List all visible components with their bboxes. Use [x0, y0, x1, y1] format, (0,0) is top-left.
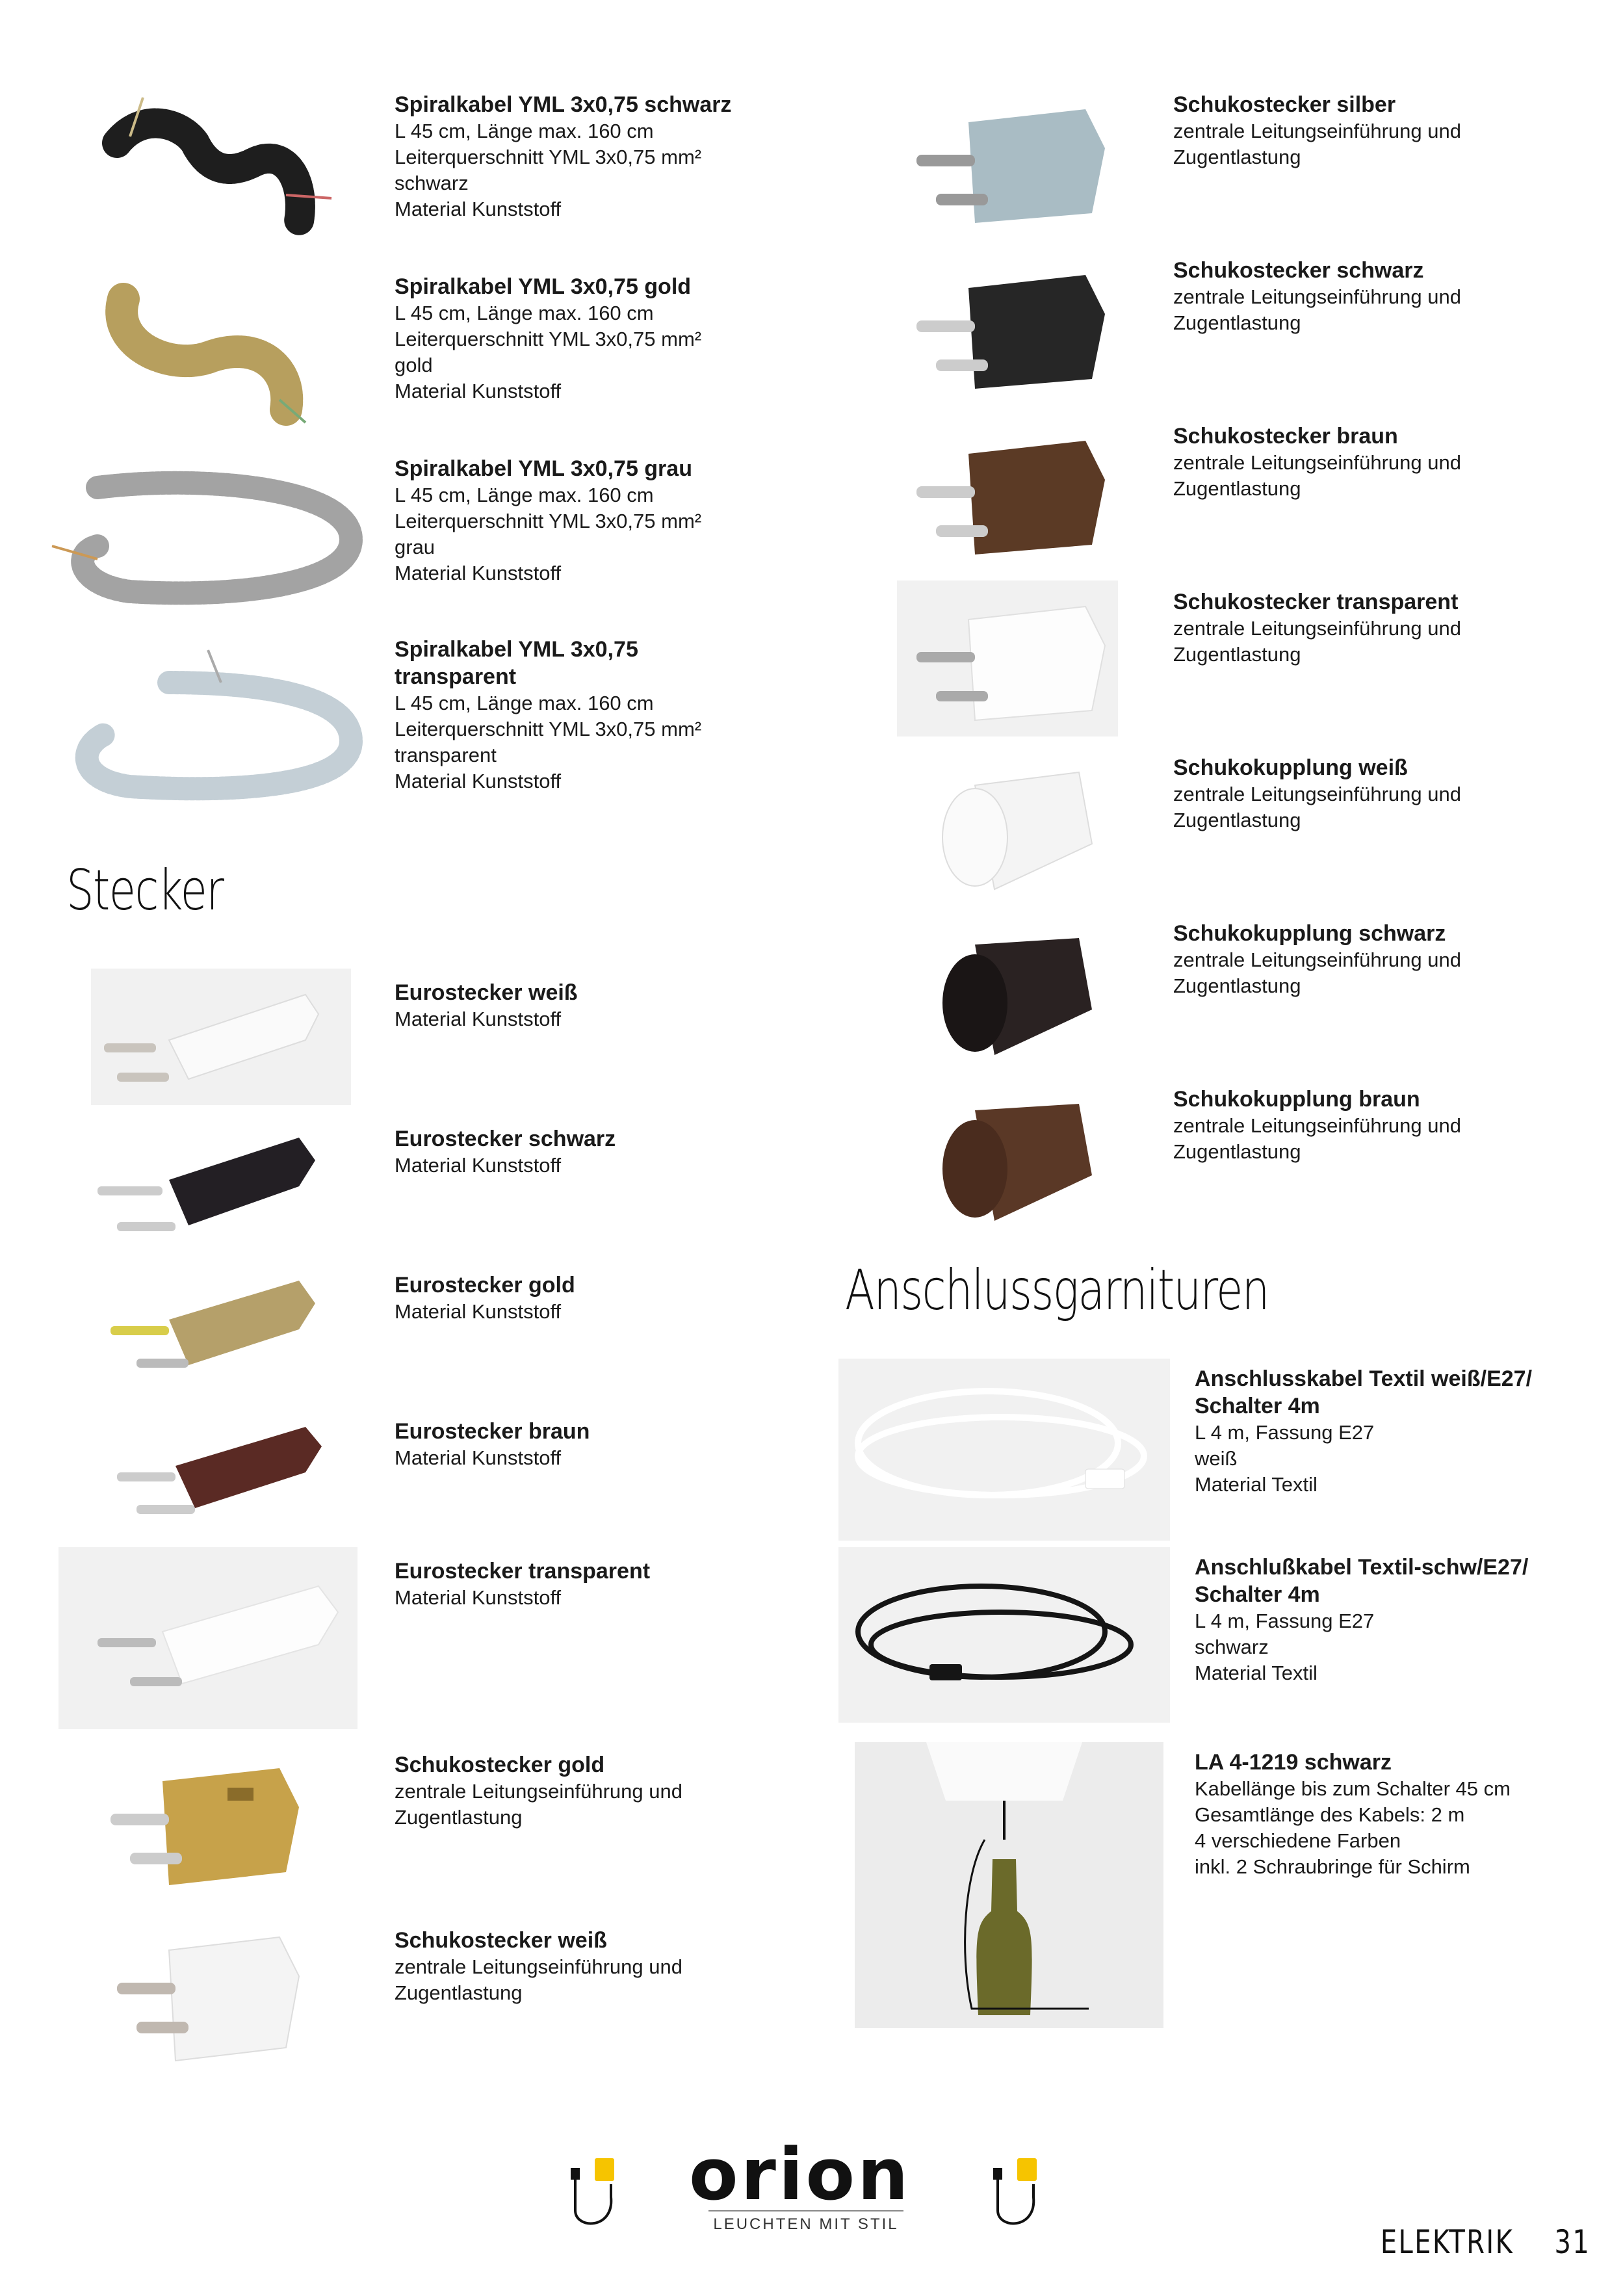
product-detail: 4 verschiedene Farben [1195, 1829, 1401, 1852]
black-coiled-cable-image [91, 85, 338, 254]
product-detail: Material Kunststoff [395, 1300, 562, 1323]
product-euro-black [0, 1115, 780, 1258]
product-detail: weiß [1195, 1447, 1238, 1470]
product-schuko-brown [845, 410, 1612, 572]
product-name: Schukokupplung braun [1173, 1087, 1420, 1112]
product-anschlusskabel-white [838, 1359, 1612, 1547]
silver-schuko-plug-image [897, 83, 1118, 239]
product-detail: Leiterquerschnitt YML 3x0,75 mm² [395, 328, 702, 350]
product-schuko-silver [845, 78, 1612, 241]
product-detail: Zugentlastung [1173, 974, 1301, 997]
transparent-schuko-plug-image [897, 581, 1118, 737]
product-name: Anschlusskabel Textil weiß/E27/ Schalter 4m [1195, 1366, 1533, 1418]
logo-tagline: LEUCHTEN MIT STIL [708, 2210, 903, 2234]
product-spiral-transparent [0, 624, 780, 832]
brown-euro-plug-image [97, 1407, 344, 1537]
product-detail: Zugentlastung [1173, 311, 1301, 334]
product-detail: inkl. 2 Schraubringe für Schirm [1195, 1855, 1470, 1878]
brown-schuko-coupler-image [897, 1078, 1118, 1234]
product-detail: zentrale Leitungseinführung und [1173, 1114, 1461, 1137]
transparent-euro-plug-image [58, 1547, 357, 1729]
product-schuko-gold [0, 1736, 780, 1911]
product-coupler-black [845, 907, 1612, 1069]
plug-icon-right [988, 2158, 1046, 2236]
gold-euro-plug-image [84, 1261, 344, 1398]
product-schuko-black [845, 244, 1612, 406]
product-detail: schwarz [1195, 1636, 1269, 1658]
brown-schuko-plug-image [897, 415, 1118, 571]
product-detail: zentrale Leitungseinführung und [395, 1955, 682, 1978]
page-footer-label [1381, 2223, 1591, 2261]
section-heading-stecker: Stecker [66, 858, 224, 923]
white-euro-plug-image [91, 969, 351, 1105]
product-name: Schukostecker braun [1173, 424, 1398, 449]
product-detail: Material Kunststoff [395, 1154, 562, 1177]
product-detail: zentrale Leitungseinführung und [1173, 783, 1461, 805]
product-detail: Material Kunststoff [395, 770, 562, 792]
product-detail: Zugentlastung [1173, 477, 1301, 500]
product-detail: zentrale Leitungseinführung und [1173, 120, 1461, 142]
transparent-coiled-cable-image [39, 631, 377, 819]
page-number: 31 [1554, 2223, 1591, 2261]
product-name: Schukostecker weiß [395, 1928, 607, 1953]
product-detail: Zugentlastung [1173, 643, 1301, 666]
white-schuko-coupler-image [897, 746, 1118, 902]
product-name: Schukostecker transparent [1173, 590, 1459, 614]
product-schuko-transparent [845, 575, 1612, 738]
white-schuko-plug-image [97, 1911, 312, 2080]
brand-logo [689, 2133, 936, 2234]
product-detail: grau [395, 536, 435, 558]
product-detail: zentrale Leitungseinführung und [1173, 285, 1461, 308]
logo-wordmark: orion [689, 2133, 911, 2216]
product-name: Spiralkabel YML 3x0,75 gold [395, 274, 692, 299]
product-detail: Material Kunststoff [395, 380, 562, 402]
product-schuko-white [0, 1911, 780, 2093]
product-detail: Material Kunststoff [395, 198, 562, 220]
product-name: Anschlußkabel Textil-schw/E27/ Schalter 4m [1195, 1555, 1529, 1607]
product-detail: transparent [395, 744, 497, 766]
product-detail: Gesamtlänge des Kabels: 2 m [1195, 1803, 1465, 1826]
product-detail: Zugentlastung [1173, 146, 1301, 168]
product-detail: zentrale Leitungseinführung und [1173, 948, 1461, 971]
product-coupler-brown [845, 1073, 1612, 1235]
product-anschlusskabel-black [838, 1547, 1612, 1736]
product-euro-gold [0, 1261, 780, 1404]
section-heading-anschlussgarnituren: Anschlussgarnituren [845, 1258, 1269, 1323]
product-name: Schukostecker schwarz [1173, 258, 1424, 283]
product-detail: Material Kunststoff [395, 1008, 562, 1030]
black-textile-cable-image [838, 1547, 1170, 1723]
product-coupler-white [845, 741, 1612, 904]
product-spiral-black [0, 78, 780, 260]
product-name: Spiralkabel YML 3x0,75 grau [395, 456, 692, 481]
product-name: Spiralkabel YML 3x0,75 transparent [395, 637, 638, 689]
section-label: ELEKTRIK [1380, 2223, 1514, 2261]
gold-coiled-cable-image [91, 260, 331, 436]
bottle-lamp-image [855, 1742, 1163, 2028]
product-detail: L 45 cm, Länge max. 160 cm [395, 302, 654, 324]
black-euro-plug-image [84, 1115, 344, 1251]
product-detail: Material Textil [1195, 1662, 1318, 1684]
product-detail: zentrale Leitungseinführung und [1173, 451, 1461, 474]
product-detail: L 4 m, Fassung E27 [1195, 1421, 1375, 1444]
product-name: Schukostecker silber [1173, 92, 1396, 117]
plug-icon-left [565, 2158, 624, 2236]
product-detail: Zugentlastung [395, 1981, 523, 2004]
product-detail: Material Kunststoff [395, 562, 562, 584]
product-name: LA 4-1219 schwarz [1195, 1750, 1392, 1775]
product-detail: L 45 cm, Länge max. 160 cm [395, 484, 654, 506]
product-detail: Zugentlastung [1173, 1140, 1301, 1163]
product-name: Eurostecker schwarz [395, 1127, 616, 1151]
product-name: Eurostecker weiß [395, 980, 578, 1005]
grey-coiled-cable-image [39, 449, 377, 618]
product-detail: zentrale Leitungseinführung und [395, 1780, 682, 1803]
product-detail: zentrale Leitungseinführung und [1173, 617, 1461, 640]
product-detail: Leiterquerschnitt YML 3x0,75 mm² [395, 510, 702, 532]
product-detail: L 4 m, Fassung E27 [1195, 1610, 1375, 1632]
product-name: Eurostecker braun [395, 1419, 590, 1444]
black-schuko-coupler-image [897, 912, 1118, 1068]
product-la-4-1219 [838, 1742, 1612, 2035]
product-spiral-grey [0, 442, 780, 624]
product-spiral-gold [0, 260, 780, 442]
product-name: Eurostecker gold [395, 1273, 575, 1298]
product-detail: schwarz [395, 172, 469, 194]
product-detail: Kabellänge bis zum Schalter 45 cm [1195, 1777, 1511, 1800]
product-detail: Zugentlastung [1173, 809, 1301, 831]
white-textile-cable-image [838, 1359, 1170, 1541]
product-euro-brown [0, 1407, 780, 1544]
product-detail: L 45 cm, Länge max. 160 cm [395, 120, 654, 142]
product-detail: Material Kunststoff [395, 1446, 562, 1469]
product-detail: Material Kunststoff [395, 1586, 562, 1609]
product-detail: Material Textil [1195, 1473, 1318, 1496]
product-detail: Leiterquerschnitt YML 3x0,75 mm² [395, 146, 702, 168]
product-detail: L 45 cm, Länge max. 160 cm [395, 692, 654, 714]
product-detail: Leiterquerschnitt YML 3x0,75 mm² [395, 718, 702, 740]
product-name: Schukokupplung schwarz [1173, 921, 1446, 946]
gold-schuko-plug-image [91, 1742, 312, 1905]
product-name: Schukostecker gold [395, 1753, 605, 1777]
product-name: Eurostecker transparent [395, 1559, 651, 1584]
product-detail: gold [395, 354, 433, 376]
product-name: Schukokupplung weiß [1173, 755, 1408, 780]
product-name: Spiralkabel YML 3x0,75 schwarz [395, 92, 732, 117]
product-detail: Zugentlastung [395, 1806, 523, 1829]
product-euro-transparent [0, 1547, 780, 1736]
product-euro-white [0, 969, 780, 1112]
black-schuko-plug-image [897, 249, 1118, 405]
